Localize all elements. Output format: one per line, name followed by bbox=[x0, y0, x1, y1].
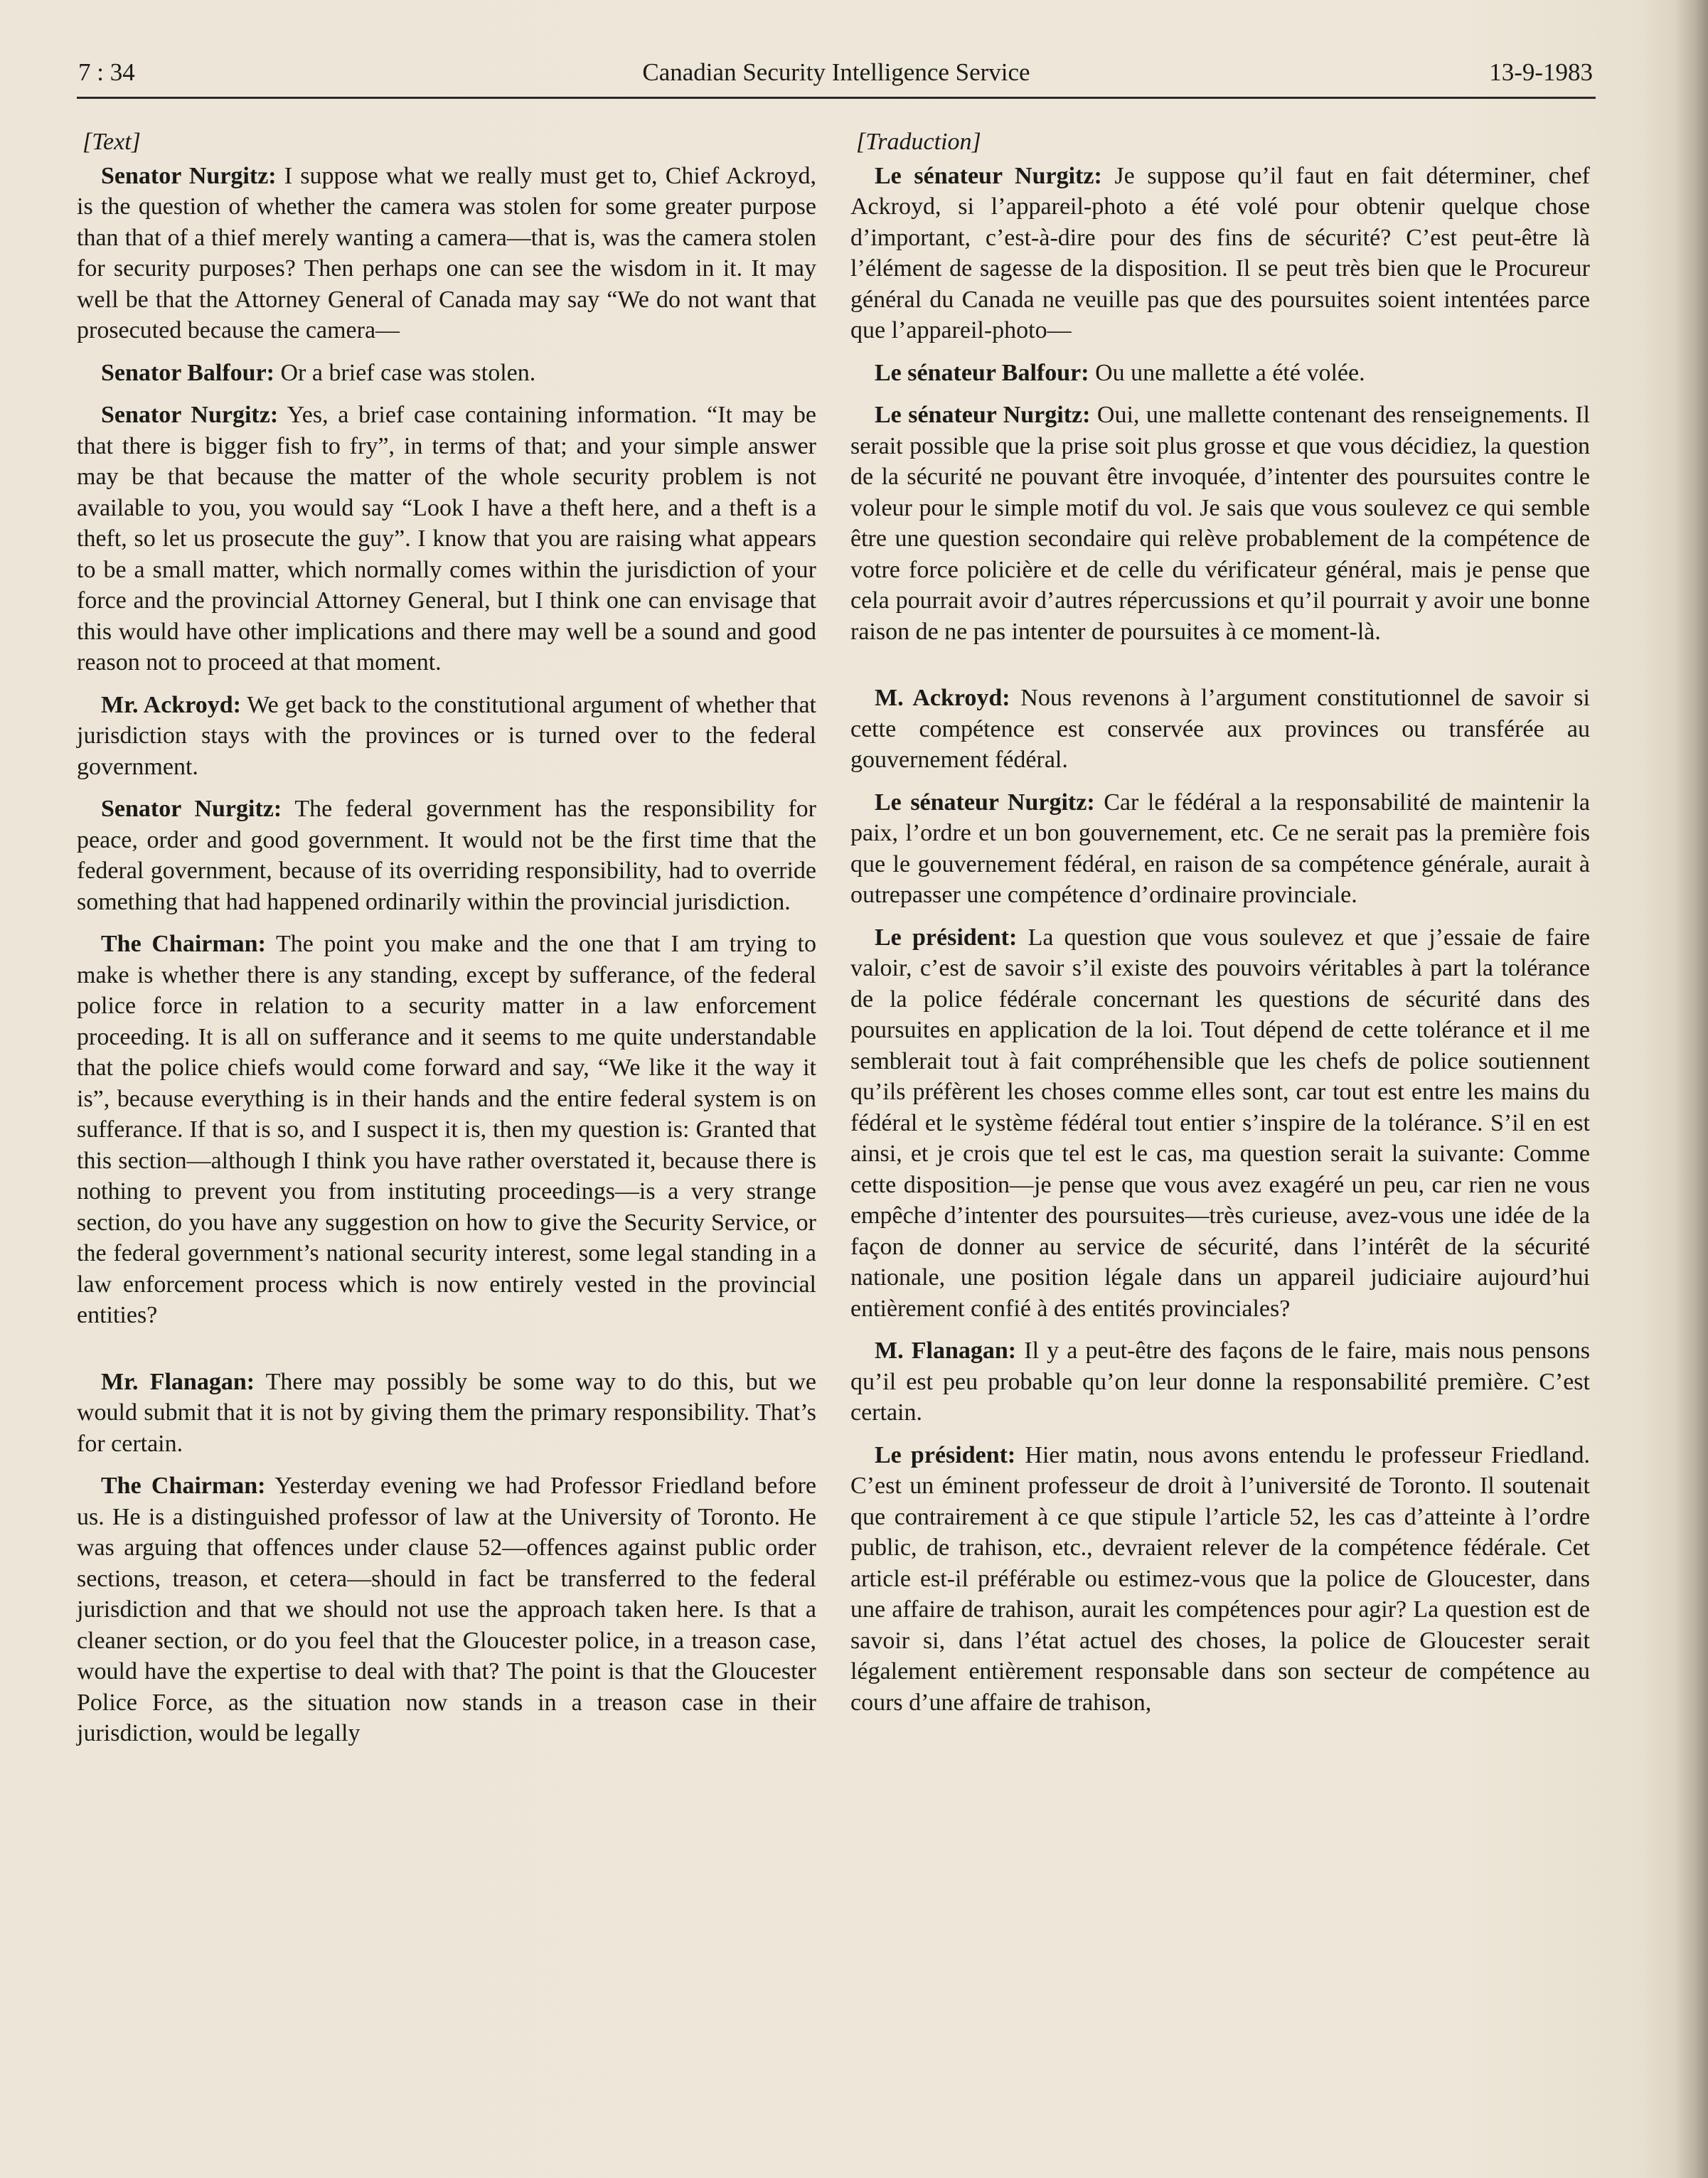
french-column bbox=[850, 127, 1590, 1729]
speech-paragraph bbox=[850, 400, 1590, 647]
speaker-name: The Chairman: bbox=[101, 1473, 266, 1499]
speaker-name: Le sénateur Balfour: bbox=[875, 359, 1089, 386]
section-tag: [Text] bbox=[82, 129, 141, 155]
speech-paragraph bbox=[77, 929, 816, 1331]
speech-text: La question que vous soulevez et que j’essaie de faire valoir, c’est de savoir s’il existe des pouvoirs véritables à part la tolérance de la police fédérale concernant les questions de sécurité dans des poursuites en application de la loi. Tout dépend de cette tolérance et il me semblerait tout à fait compréhensible que les chefs de police soutiennent qu’ils préfèrent les choses comme elles sont, car tout est entre les mains du fédéral et le système fédéral tout entier s’inspire de la tolérance. S’il en est ainsi, et je crois que tel est le cas, ma question serait la suivante: Comme cette disposition—je pense que vous avez exagéré un peu, car rien ne vous empêche d’intenter des poursuites—très curieuse, avez-vous une idée de la façon de donner au service de sécurité, dans l’intérêt de la sécurité nationale, une position légale dans un appareil judiciaire aujourd’hui entièrement confié à des entités provinciales? bbox=[850, 924, 1590, 1322]
paragraph-gap bbox=[77, 1342, 816, 1367]
speech-text: Oui, une mallette contenant des renseignements. Il serait possible que la prise soit plus grosse et que vous décidiez, la question de la sécurité ne pouvant être invoquée, d’intenter des poursuites contre le voleur pour le simple motif du vol. Je sais que vous soulevez ce qui semble être une question secondaire qui relève probablement de la compétence de votre force policière et de celle du vérificateur général, mais je pense que cela pourrait avoir d’autres répercussions et qu’il pourrait y avoir une bonne raison de ne pas intenter de poursuites à ce moment-là. bbox=[850, 402, 1590, 645]
speech-text: I suppose what we really must get to, Chief Ackroyd, is the question of whether the camera was stolen for some greater purpose than that of a thief merely wanting a camera—that is, was the camera stolen for security purposes? Then perhaps one can see the wisdom in it. It may well be that the Attorney General of Canada may say “We do not want that prosecuted because the camera— bbox=[77, 162, 816, 343]
english-column bbox=[77, 127, 816, 1761]
publication-title: Canadian Security Intelligence Service bbox=[642, 58, 1030, 86]
speech-paragraph bbox=[850, 922, 1590, 1325]
speaker-name: M. Flanagan: bbox=[875, 1338, 1017, 1364]
speech-paragraph bbox=[77, 1367, 816, 1460]
paragraph-gap bbox=[850, 658, 1590, 683]
speech-paragraph bbox=[850, 787, 1590, 911]
page-header bbox=[77, 55, 1596, 99]
speaker-name: Senator Balfour: bbox=[101, 359, 274, 386]
speech-text: Hier matin, nous avons entendu le professeur Friedland. C’est un éminent professeur de droit à l’université de Toronto. Il soutenait que contrairement à ce que stipule l’article 52, les cas d’atteinte à l’ordre public, de trahison, etc., devraient relever de la compétence fédérale. Cet article est-il préférable ou estimez-vous que la police de Gloucester, dans une affaire de trahison, aurait les compétences pour agir? La question est de savoir si, dans l’état actuel des choses, la police de Gloucester serait légalement entièrement responsable dans son secteur de compétence au cours d’une affaire de trahison, bbox=[850, 1441, 1590, 1716]
speech-paragraph bbox=[77, 400, 816, 678]
speech-text: There may possibly be some way to do this, but we would submit that it is not by giving them the primary responsibility. That’s for certain. bbox=[77, 1368, 816, 1457]
speech-text: Je suppose qu’il faut en fait déterminer, chef Ackroyd, si l’appareil-photo a été volé pour obtenir quelque chose d’important, c’est-à-dire pour des fins de sécurité? C’est peut-être là l’élément de sagesse de la disposition. Il se peut très bien que le Procureur général du Canada ne veuille pas que des poursuites soient intentées parce que l’appareil-photo— bbox=[850, 162, 1590, 343]
speech-text: Yesterday evening we had Professor Friedland before us. He is a distinguished professor of law at the University of Toronto. He was arguing that offences under clause 52—offences against public order sections, treason, et cetera—should in fact be transferred to the federal jurisdiction and that we should not use the approach taken here. Is that a cleaner section, or do you feel that the Gloucester police, in a treason case, would have the expertise to deal with that? The point is that the Gloucester Police Force, as the situation now stands in a treason case in their jurisdiction, would be legally bbox=[77, 1473, 817, 1746]
speaker-name: Mr. Flanagan: bbox=[101, 1368, 255, 1395]
speaker-name: Le président: bbox=[875, 1441, 1016, 1468]
speaker-name: M. Ackroyd: bbox=[875, 685, 1010, 711]
speech-paragraph bbox=[77, 1470, 816, 1749]
speech-text: Car le fédéral a la responsabilité de maintenir la paix, l’ordre et un bon gouvernement, etc. Ce ne serait pas la première fois que le gouvernement fédéral, en raison de sa compétence générale, aurait à outrepasser une compétence d’ordinaire provinciale. bbox=[850, 789, 1590, 908]
speech-text: The federal government has the responsibility for peace, order and good government. It would not be the first time that the federal government, because of its overriding responsibility, had to override something that had happened ordinarily within the provincial jurisdiction. bbox=[77, 796, 816, 915]
page-spine-shadow bbox=[1675, 0, 1708, 2178]
speech-text: We get back to the constitutional argument of whether that jurisdiction stays with the provinces or is turned over to the federal government. bbox=[77, 691, 816, 780]
speech-text: Ou une mallette a été volée. bbox=[1089, 359, 1365, 386]
speech-paragraph bbox=[850, 1335, 1590, 1429]
speech-paragraph bbox=[850, 1440, 1590, 1719]
page-number: 7 : 34 bbox=[78, 58, 135, 86]
speech-text: Yes, a brief case containing information. “It may be that there is bigger fish to fry”, in terms of that; and your simple answer may be that because the matter of the whole security problem is not available to you, you would say “Look I have a theft here, and a theft is a theft, so let us prosecute the guy”. I know that you are raising what appears to be a small matter, which normally comes within the jurisdiction of your force and the provincial Attorney General, but I think one can envisage that this would have other implications and there may well be a sound and good reason not to proceed at that moment. bbox=[77, 402, 816, 676]
speaker-name: Le sénateur Nurgitz: bbox=[875, 162, 1102, 189]
header-date: 13-9-1983 bbox=[1489, 58, 1593, 86]
speech-text: Or a brief case was stolen. bbox=[274, 359, 536, 386]
speech-paragraph bbox=[850, 161, 1590, 346]
speech-text: Nous revenons à l’argument constitutionnel de savoir si cette compétence est conservée aux provinces ou transférée au gouvernement fédéral. bbox=[850, 685, 1590, 773]
speech-text: The point you make and the one that I am trying to make is whether there is any standing, except by sufferance, of the federal police force in relation to a security matter in a law enforcement proceeding. It is all on sufferance and it seems to me quite understandable that the police chiefs would come forward and say, “We like it the way it is”, because everything is in their hands and the entire federal system is on sufferance. If that is so, and I suspect it is, then my question is: Granted that this section—although I think you have rather overstated it, because there is nothing to prevent you from instituting proceedings—is a very strange section, do you have any suggestion on how to give the Security Service, or the federal government’s national security interest, some legal standing in a law enforcement process which is now entirely vested in the provincial entities? bbox=[77, 931, 816, 1328]
speech-paragraph bbox=[850, 358, 1590, 389]
speaker-name: Senator Nurgitz: bbox=[101, 796, 282, 822]
speaker-name: Senator Nurgitz: bbox=[101, 162, 277, 189]
speaker-name: The Chairman: bbox=[101, 931, 266, 957]
speech-paragraph bbox=[77, 690, 816, 783]
section-tag: [Traduction] bbox=[856, 129, 981, 155]
speaker-name: Mr. Ackroyd: bbox=[101, 691, 241, 718]
speech-text: Il y a peut-être des façons de le faire, mais nous pensons qu’il est peu probable qu’on leur donne la responsabilité première. C’est certain. bbox=[850, 1338, 1590, 1426]
speaker-name: Senator Nurgitz: bbox=[101, 402, 279, 428]
speaker-name: Le sénateur Nurgitz: bbox=[875, 789, 1095, 816]
speech-paragraph bbox=[850, 683, 1590, 776]
speech-paragraph bbox=[77, 161, 816, 346]
speaker-name: Le président: bbox=[875, 924, 1018, 951]
speaker-name: Le sénateur Nurgitz: bbox=[875, 402, 1091, 428]
speech-paragraph bbox=[77, 358, 816, 389]
speech-paragraph bbox=[77, 794, 816, 917]
